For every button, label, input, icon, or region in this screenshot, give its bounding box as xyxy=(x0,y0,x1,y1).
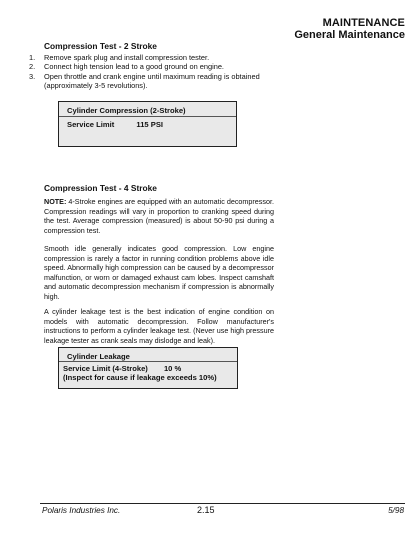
spec-label: Service Limit xyxy=(67,120,115,129)
spec-box-cylinder-leakage xyxy=(58,347,238,389)
step-number: 2. xyxy=(29,62,36,72)
footer-divider xyxy=(40,503,405,504)
list-item xyxy=(29,53,269,62)
step-text: Connect high tension lead to a good ground on engine. xyxy=(44,62,224,72)
paragraph-leakage-test: A cylinder leakage test is the best indication of engine condition on models with automatic decompression. Follow manufacturer's instructions to perform a cylinder leakage test. (Never use high pressure leakage tester as crank seals may dislodge and leak). xyxy=(44,307,274,345)
steps-list-2-stroke xyxy=(29,53,269,91)
spec-box-cylinder-compression xyxy=(58,101,237,147)
section-title-2-stroke: Compression Test - 2 Stroke xyxy=(44,41,157,51)
list-item xyxy=(29,72,269,91)
spec-row xyxy=(63,364,181,373)
section-title-4-stroke: Compression Test - 4 Stroke xyxy=(44,183,157,193)
step-text: Remove spark plug and install compression tester. xyxy=(44,53,210,62)
note-label: NOTE: xyxy=(44,197,67,206)
header-subtitle: General Maintenance xyxy=(294,29,405,41)
spec-box-title: Cylinder Compression (2-Stroke) xyxy=(59,105,236,117)
spec-row xyxy=(67,120,163,130)
paragraph-smooth-idle: Smooth idle generally indicates good compression. Low engine compression is rarely a factor in running condition problems above idle speed. Abnormally high compression can be caused by a decompressor malfunction, or worn or damaged exhaust cam lobes. Inspect camshaft and automatic decompression mechanism if compression is abnormally high. xyxy=(44,244,274,301)
header-title: MAINTENANCE xyxy=(322,17,405,29)
footer-date: 5/98 xyxy=(388,506,404,515)
spec-value: 115 PSI xyxy=(136,120,164,129)
spec-label: Service Limit (4-Stroke) xyxy=(63,364,148,373)
page-header xyxy=(294,17,405,41)
step-number: 3. xyxy=(29,71,36,81)
footer-publisher: Polaris Industries Inc. xyxy=(42,506,121,515)
note-text: 4-Stroke engines are equipped with an automatic decompressor. Compression readings will vary in proportion to cranking speed during the test. Average compression (measured) is about 50-90 psi during a compression test. xyxy=(44,197,274,235)
list-item xyxy=(29,62,269,71)
step-number: 1. xyxy=(29,53,36,62)
spec-value: 10 % xyxy=(163,364,182,373)
spec-note: (Inspect for cause if leakage exceeds 10%) xyxy=(63,373,217,382)
spec-box-title: Cylinder Leakage xyxy=(59,351,237,362)
step-text: Open throttle and crank engine until maximum reading is obtained (approximately 3-5 revolutions). xyxy=(44,71,260,91)
note-paragraph xyxy=(44,197,274,235)
footer-page-number: 2.15 xyxy=(197,505,215,515)
